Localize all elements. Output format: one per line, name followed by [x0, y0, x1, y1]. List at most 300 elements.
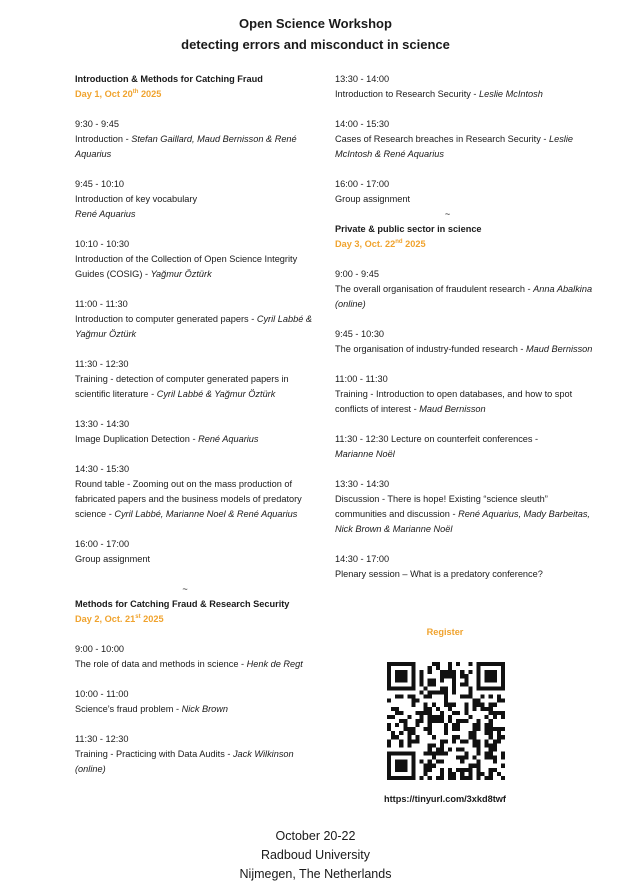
qr-module	[440, 719, 444, 723]
qr-module	[489, 772, 493, 776]
qr-module	[424, 707, 428, 711]
qr-module	[464, 776, 468, 780]
qr-module	[489, 727, 493, 731]
session-item	[335, 72, 595, 117]
session-description	[75, 477, 325, 522]
session-title: Round table - Zooming out on the mass production of fabricated papers and the business models of predatory science -	[75, 479, 302, 519]
footer-dates: October 20-22	[275, 829, 356, 843]
qr-module	[497, 731, 501, 735]
qr-module	[387, 686, 391, 690]
qr-module	[428, 723, 432, 727]
qr-module	[440, 686, 444, 690]
qr-module	[493, 756, 497, 760]
qr-module	[403, 719, 407, 723]
qr-module	[403, 752, 407, 756]
qr-module	[493, 768, 497, 772]
qr-module	[468, 695, 472, 699]
qr-module	[460, 695, 464, 699]
qr-module	[407, 715, 411, 719]
session-title: Introduction of key vocabulary	[75, 194, 198, 204]
qr-module	[456, 768, 460, 772]
qr-module	[456, 727, 460, 731]
session-title: Science’s fraud problem -	[75, 704, 182, 714]
qr-module	[485, 743, 489, 747]
qr-module	[501, 735, 505, 739]
qr-module	[411, 760, 415, 764]
qr-module	[387, 674, 391, 678]
qr-module	[403, 662, 407, 666]
qr-module	[395, 678, 399, 682]
qr-module	[468, 735, 472, 739]
qr-module	[444, 752, 448, 756]
qr-module	[477, 768, 481, 772]
qr-module	[468, 662, 472, 666]
qr-module	[472, 707, 476, 711]
qr-module	[403, 768, 407, 772]
qr-module	[432, 735, 436, 739]
qr-module	[407, 739, 411, 743]
session-time: 11:30 - 12:30	[75, 734, 129, 744]
qr-module	[428, 682, 432, 686]
qr-module	[485, 776, 489, 780]
qr-module	[432, 690, 436, 694]
qr-module	[489, 768, 493, 772]
session-item	[75, 417, 325, 462]
session-description	[75, 252, 325, 282]
qr-module	[477, 772, 481, 776]
qr-module	[501, 674, 505, 678]
session-item	[75, 462, 325, 537]
session-time: 11:30 - 12:30 Lecture on counterfeit conferences -	[335, 434, 539, 444]
session-time: 13:30 - 14:00	[335, 74, 390, 84]
qr-module	[432, 752, 436, 756]
qr-module	[415, 735, 419, 739]
session-speakers: René Aquarius	[75, 209, 136, 219]
session-time: 13:30 - 14:30	[335, 479, 390, 489]
qr-module	[432, 678, 436, 682]
qr-module	[493, 703, 497, 707]
session-title: Training - Introduction to open databases, and how to spot conflicts of interest -	[335, 389, 573, 414]
qr-module	[436, 752, 440, 756]
qr-module	[399, 695, 403, 699]
qr-module	[485, 686, 489, 690]
qr-module	[481, 772, 485, 776]
session-item	[335, 477, 595, 552]
qr-module	[481, 662, 485, 666]
qr-module	[493, 670, 497, 674]
qr-module	[493, 747, 497, 751]
qr-module	[460, 768, 464, 772]
qr-module	[403, 776, 407, 780]
qr-module	[444, 699, 448, 703]
qr-module	[424, 711, 428, 715]
session-speakers: Anna Abalkina (online)	[335, 284, 593, 309]
session-title: The role of data and methods in science -	[75, 659, 247, 669]
qr-module	[444, 695, 448, 699]
qr-module	[399, 760, 403, 764]
qr-module	[420, 682, 424, 686]
qr-module	[501, 686, 505, 690]
qr-module	[493, 715, 497, 719]
qr-module	[452, 690, 456, 694]
qr-module	[432, 715, 436, 719]
qr-module	[477, 666, 481, 670]
qr-module	[395, 776, 399, 780]
qr-module	[485, 678, 489, 682]
qr-module	[411, 776, 415, 780]
qr-module	[444, 674, 448, 678]
qr-module	[444, 727, 448, 731]
qr-module	[501, 682, 505, 686]
qr-module	[477, 670, 481, 674]
qr-module	[464, 678, 468, 682]
qr-module	[428, 670, 432, 674]
qr-module	[460, 719, 464, 723]
qr-module	[432, 662, 436, 666]
qr-module	[440, 743, 444, 747]
qr-module	[489, 776, 493, 780]
qr-module	[448, 776, 452, 780]
qr-module	[411, 670, 415, 674]
qr-module	[472, 739, 476, 743]
qr-module	[432, 756, 436, 760]
session-title: Discussion - There is hope! Existing “science sleuth” communities and discussion -	[335, 494, 548, 519]
qr-module	[420, 715, 424, 719]
session-time: 11:30 - 12:30	[75, 359, 129, 369]
qr-module	[452, 772, 456, 776]
qr-module	[428, 727, 432, 731]
qr-module	[387, 743, 391, 747]
session-item	[75, 357, 325, 417]
qr-module	[472, 756, 476, 760]
qr-module	[477, 747, 481, 751]
qr-module	[464, 768, 468, 772]
qr-module	[420, 690, 424, 694]
session-time: 13:30 - 14:30	[75, 419, 130, 429]
qr-module	[415, 711, 419, 715]
qr-module	[489, 686, 493, 690]
qr-module	[387, 727, 391, 731]
footer-venue: Radboud University	[260, 848, 371, 862]
qr-module	[468, 731, 472, 735]
qr-module	[497, 727, 501, 731]
qr-module	[489, 695, 493, 699]
qr-module	[403, 723, 407, 727]
qr-module	[424, 772, 428, 776]
qr-module	[387, 670, 391, 674]
qr-module	[472, 735, 476, 739]
register-url[interactable]: https://tinyurl.com/3xkd8twf	[383, 794, 506, 804]
qr-module	[403, 764, 407, 768]
qr-module	[403, 760, 407, 764]
qr-module	[403, 674, 407, 678]
qr-module	[501, 699, 505, 703]
session-item	[335, 552, 595, 597]
qr-module	[460, 674, 464, 678]
qr-module	[428, 752, 432, 756]
qr-module	[432, 743, 436, 747]
session-item	[75, 177, 325, 237]
registration-qr-code[interactable]	[387, 662, 505, 780]
qr-module	[387, 666, 391, 670]
qr-module	[428, 695, 432, 699]
session-item	[335, 432, 595, 477]
qr-module	[489, 670, 493, 674]
session-description	[75, 132, 325, 162]
qr-module	[428, 764, 432, 768]
qr-module	[399, 711, 403, 715]
qr-module	[411, 727, 415, 731]
qr-module	[501, 756, 505, 760]
qr-module	[399, 670, 403, 674]
qr-module	[387, 739, 391, 743]
session-item	[335, 327, 595, 372]
session-title: Cases of Research breaches in Research Security -	[335, 134, 549, 144]
qr-module	[395, 695, 399, 699]
qr-module	[424, 703, 428, 707]
qr-module	[428, 768, 432, 772]
qr-module	[399, 768, 403, 772]
session-speakers: Yağmur Öztürk	[150, 269, 212, 279]
qr-module	[497, 695, 501, 699]
qr-module	[428, 760, 432, 764]
qr-module	[493, 662, 497, 666]
qr-module	[424, 752, 428, 756]
qr-module	[501, 711, 505, 715]
session-speakers: Cyril Labbé, Marianne Noel & René Aquarius	[114, 509, 298, 519]
qr-module	[428, 666, 432, 670]
session-description	[335, 282, 595, 312]
qr-module	[415, 739, 419, 743]
qr-module	[460, 747, 464, 751]
qr-module	[497, 686, 501, 690]
qr-module	[464, 703, 468, 707]
qr-module	[477, 682, 481, 686]
qr-module	[448, 719, 452, 723]
day2-cont-sessions	[335, 72, 595, 222]
qr-module	[440, 711, 444, 715]
qr-module	[403, 727, 407, 731]
qr-module	[477, 703, 481, 707]
qr-module	[391, 735, 395, 739]
qr-module	[428, 731, 432, 735]
qr-module	[485, 756, 489, 760]
qr-module	[440, 674, 444, 678]
qr-module	[411, 739, 415, 743]
qr-module	[432, 703, 436, 707]
qr-module	[472, 723, 476, 727]
qr-module	[485, 739, 489, 743]
session-description	[75, 312, 325, 342]
qr-module	[448, 715, 452, 719]
session-time: 9:45 - 10:10	[75, 179, 125, 189]
session-speakers: Nick Brown	[181, 704, 229, 714]
qr-module	[493, 743, 497, 747]
session-description	[335, 567, 595, 582]
qr-module	[440, 670, 444, 674]
qr-module	[444, 670, 448, 674]
session-title: Introduction -	[75, 134, 132, 144]
qr-module	[444, 723, 448, 727]
qr-module	[464, 707, 468, 711]
qr-module	[477, 699, 481, 703]
qr-module	[395, 674, 399, 678]
qr-module	[460, 756, 464, 760]
session-speakers: Cyril Labbé & Yağmur Öztürk	[156, 389, 276, 399]
section-separator: ~	[444, 209, 451, 219]
qr-module	[444, 686, 448, 690]
qr-module	[399, 731, 403, 735]
session-time: 10:00 - 11:00	[75, 689, 129, 699]
qr-module	[411, 752, 415, 756]
qr-module	[456, 662, 460, 666]
qr-module	[472, 703, 476, 707]
qr-module	[464, 711, 468, 715]
session-description	[335, 132, 595, 162]
qr-module	[387, 768, 391, 772]
qr-module	[489, 756, 493, 760]
qr-module	[387, 752, 391, 756]
qr-module	[436, 760, 440, 764]
qr-module	[501, 662, 505, 666]
session-description	[75, 372, 325, 402]
qr-module	[420, 711, 424, 715]
session-speakers: René Aquarius	[198, 434, 259, 444]
qr-module	[403, 678, 407, 682]
qr-module	[468, 715, 472, 719]
session-time: 9:00 - 9:45	[335, 269, 379, 279]
session-item	[75, 642, 325, 687]
session-speakers: Maud Bernisson	[419, 404, 486, 414]
qr-module	[460, 739, 464, 743]
qr-module	[489, 752, 493, 756]
qr-module	[428, 743, 432, 747]
qr-module	[477, 776, 481, 780]
qr-module	[452, 723, 456, 727]
day3-date: Day 3, Oct. 22nd 2025	[335, 239, 426, 249]
qr-module	[395, 723, 399, 727]
qr-module	[485, 731, 489, 735]
qr-module	[464, 756, 468, 760]
qr-module	[436, 719, 440, 723]
qr-module	[399, 739, 403, 743]
qr-module	[501, 727, 505, 731]
qr-module	[387, 699, 391, 703]
qr-module	[448, 772, 452, 776]
qr-module	[501, 666, 505, 670]
qr-module	[428, 690, 432, 694]
day2-section-title: Methods for Catching Fraud & Research Security	[75, 599, 290, 609]
register-label: Register	[426, 627, 464, 637]
qr-module	[464, 695, 468, 699]
session-item	[75, 687, 325, 732]
session-time: 9:00 - 10:00	[75, 644, 125, 654]
qr-module	[489, 678, 493, 682]
qr-module	[452, 739, 456, 743]
qr-module	[407, 731, 411, 735]
session-time: 10:10 - 10:30	[75, 239, 130, 249]
qr-module	[481, 707, 485, 711]
qr-module	[428, 747, 432, 751]
qr-module	[387, 723, 391, 727]
qr-module	[391, 686, 395, 690]
qr-module	[456, 719, 460, 723]
qr-module	[428, 678, 432, 682]
qr-module	[411, 699, 415, 703]
qr-module	[493, 711, 497, 715]
qr-module	[497, 772, 501, 776]
qr-module	[411, 731, 415, 735]
day1-section-title: Introduction & Methods for Catching Fraud	[75, 74, 263, 84]
session-item	[75, 732, 325, 792]
qr-module	[399, 678, 403, 682]
session-description	[75, 657, 325, 672]
qr-module	[436, 715, 440, 719]
qr-module	[477, 739, 481, 743]
session-speakers: Stefan Gaillard, Maud Bernisson & René Aquarius	[75, 134, 297, 159]
qr-module	[440, 690, 444, 694]
qr-module	[391, 715, 395, 719]
session-time: 16:00 - 17:00	[335, 179, 390, 189]
qr-module	[489, 735, 493, 739]
qr-module	[468, 690, 472, 694]
qr-module	[501, 715, 505, 719]
qr-module	[452, 776, 456, 780]
qr-module	[497, 699, 501, 703]
qr-module	[468, 686, 472, 690]
qr-module	[420, 678, 424, 682]
qr-module	[399, 719, 403, 723]
qr-module	[481, 703, 485, 707]
qr-module	[420, 719, 424, 723]
qr-module	[456, 747, 460, 751]
qr-module	[395, 764, 399, 768]
qr-module	[448, 707, 452, 711]
qr-module	[477, 662, 481, 666]
session-time: 11:00 - 11:30	[335, 374, 388, 384]
qr-module	[391, 776, 395, 780]
qr-module	[460, 670, 464, 674]
session-title: Training - detection of computer generated papers in scientific literature -	[75, 374, 289, 399]
qr-module	[415, 699, 419, 703]
session-title: Image Duplication Detection -	[75, 434, 199, 444]
session-item	[75, 537, 325, 582]
qr-module	[415, 723, 419, 727]
session-title: Group assignment	[335, 194, 411, 204]
qr-module	[411, 674, 415, 678]
qr-module	[411, 666, 415, 670]
qr-module	[489, 703, 493, 707]
qr-module	[485, 723, 489, 727]
qr-module	[489, 747, 493, 751]
qr-module	[432, 764, 436, 768]
qr-module	[440, 715, 444, 719]
qr-module	[485, 715, 489, 719]
qr-module	[501, 752, 505, 756]
qr-module	[395, 768, 399, 772]
qr-module	[387, 662, 391, 666]
qr-module	[477, 678, 481, 682]
qr-module	[387, 764, 391, 768]
qr-module	[411, 686, 415, 690]
qr-module	[497, 711, 501, 715]
qr-module	[411, 764, 415, 768]
session-title: Introduction to computer generated papers -	[75, 314, 257, 324]
qr-module	[448, 747, 452, 751]
qr-module	[440, 678, 444, 682]
qr-module	[387, 715, 391, 719]
qr-module	[464, 752, 468, 756]
